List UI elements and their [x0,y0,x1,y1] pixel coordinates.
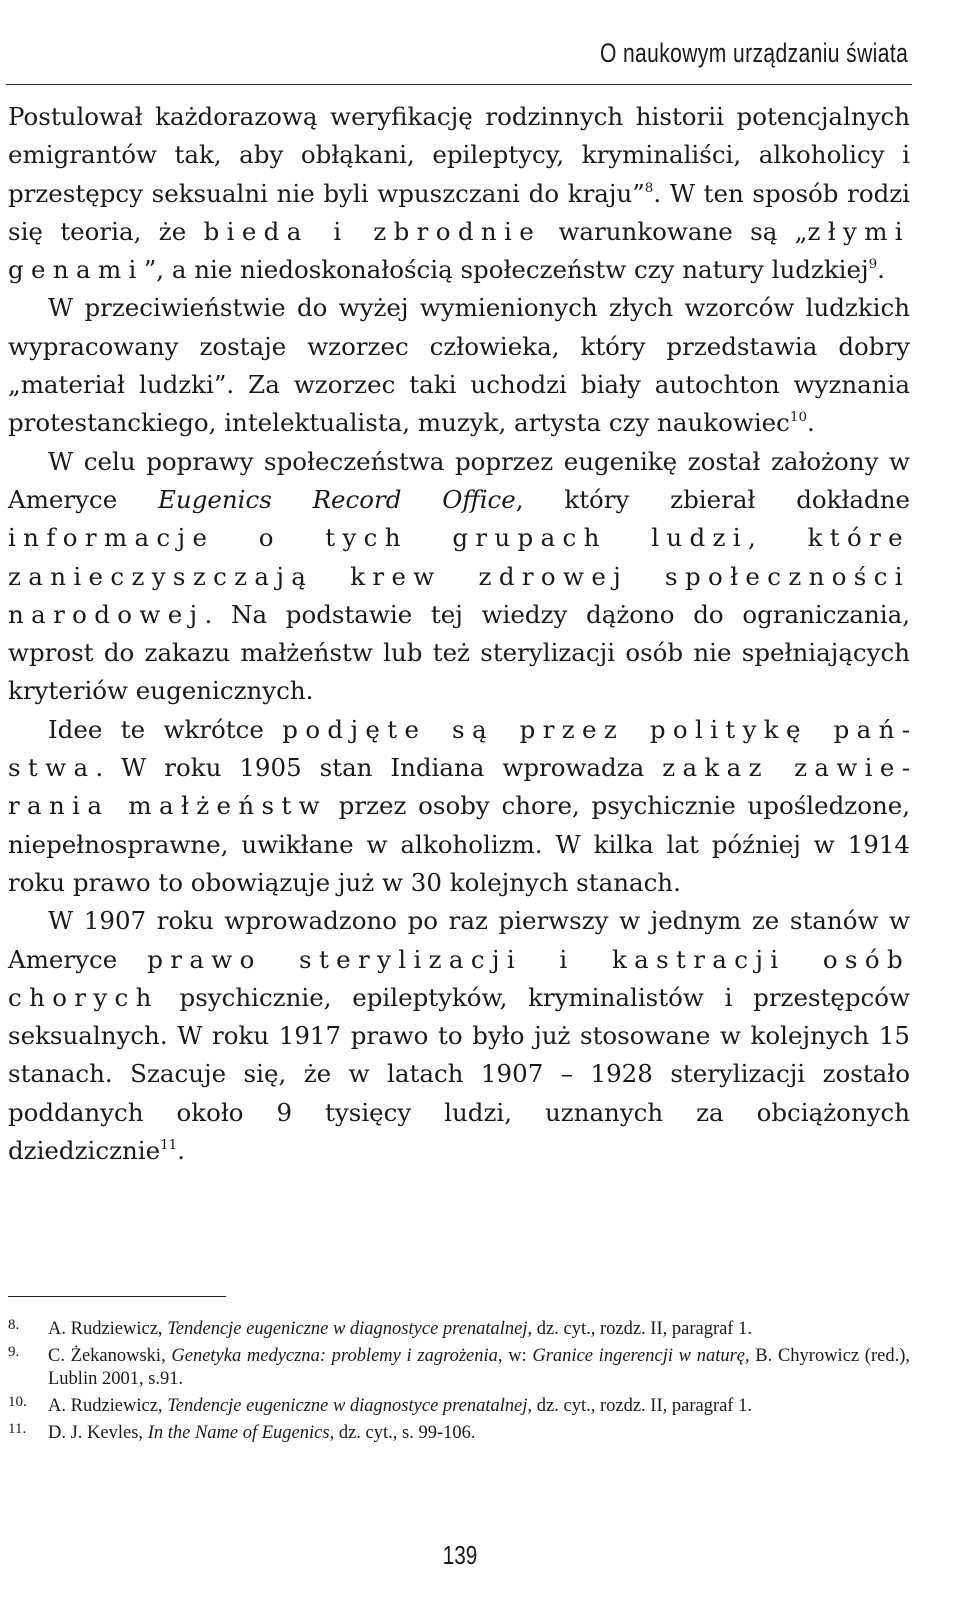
footnote-11 [8,1422,910,1445]
footnote-text: A. Rudziewicz, [48,1396,168,1416]
text-run: przez osoby chore, psychicznie upośledzone, niepełnosprawne, uwikłane w alkoholizm. W kilka lat później w 1914 roku prawo to obowiązuje już w 30 kolejnych stanach. [8,791,911,897]
text-run: Idee te wkrótce [48,714,283,744]
footnote-text: D. J. Kevles, [48,1423,148,1443]
footnote-text: , dz. cyt., rozdz. II, paragraf 1. [527,1319,752,1339]
header-rule [6,84,912,85]
body-text [8,98,910,1170]
spaced-emphasis: złymi genami [8,216,910,285]
footnote-8 [8,1318,910,1341]
footnote-title: Granice ingerencji w naturę [532,1346,745,1366]
paragraph-2 [8,289,910,442]
footnote-ref-11[interactable]: 11 [160,1136,178,1153]
footnotes [8,1318,910,1449]
text-run: Postulował każdorazową weryfikację rodzinnych historii potencjalnych emigrantów tak, aby obłąkani, epileptycy, kryminaliści, alkoholicy i przestępcy seksualni nie byli wpuszczani do kraju” [8,102,910,208]
text-run: , który zbierał dokładne [515,484,910,514]
text-run: . [807,408,815,438]
text-run: . W ten sposób rodzi się teoria, że [8,178,910,246]
footnote-title: In the Name of Eugenics [147,1423,330,1443]
footnote-number: 9. [8,1344,20,1360]
text-run: warunkowane są „ [541,216,808,246]
footnote-text: , dz. cyt., s. 99-106. [329,1423,476,1443]
footnote-ref-10[interactable]: 10 [789,409,808,426]
page-number: 139 [442,1540,478,1570]
text-run: W celu poprawy społeczeństwa poprzez eugenikę został założony w Ameryce [8,446,910,514]
text-run: W 1907 roku wprowadzono po raz pierwszy w jednym ze stanów w Ameryce [8,906,910,974]
footnote-text: , B. Chyrowicz (red.), Lublin 2001, s.91. [48,1346,910,1389]
footnote-ref-9[interactable]: 9 [868,256,878,273]
footnote-title: Tendencje eugeniczne w diagnostyce prenatalnej [167,1396,528,1416]
footnote-10 [8,1395,910,1418]
footnote-ref-8[interactable]: 8 [644,179,654,196]
text-run: . [877,255,885,285]
italic-title: Eugenics Record Office [158,484,516,514]
text-run: ”, a nie niedoskonałością społeczeństw czy natury ludzkiej [143,255,869,285]
footnote-9 [8,1345,910,1391]
footnote-number: 8. [8,1317,20,1333]
spaced-emphasis: bieda i zbrodnie [203,216,542,246]
running-title: O naukowym urządzaniu świata [599,38,908,68]
text-run: . W roku 1905 stan Indiana wprowadza [95,753,663,783]
spaced-emphasis: podjęte są przez politykę państwa [8,714,910,783]
paragraph-1 [8,98,910,289]
text-run: . Na podstawie tej wiedzy dążono do ograniczania, wprost do zakazu małżeństw lub też sterylizacji osób nie spełniających kryteriów eugenicznych. [8,599,910,706]
text-run: psychicznie, epileptyków, kryminalistów i przestępców seksualnych. W roku 1917 prawo to było już stosowane w kolejnych 15 stanach. Szacuje się, że w latach 1907 – 1928 sterylizacji zostało poddanych około 9 tysięcy ludzi, uznanych za obciążonych dziedzicznie [8,982,910,1166]
footnote-title: Genetyka medyczna: problemy i zagrożenia [171,1346,498,1366]
footnote-text: , w: [497,1346,533,1366]
text-run: . [177,1136,186,1166]
footnote-text: , dz. cyt., rozdz. II, paragraf 1. [527,1396,752,1416]
footnote-title: Tendencje eugeniczne w diagnostyce prenatalnej [167,1319,528,1339]
spaced-emphasis: zakaz zawierania małżeństw [8,753,910,821]
paragraph-3 [8,443,910,711]
footnote-number: 11. [8,1421,27,1437]
text-run: W przeciwieństwie do wyżej wymienionych złych wzorców ludzkich wypracowany zostaje wzorzec człowieka, który przedstawia dobry „materiał ludzki”. Za wzorzec taki uchodzi biały autochton wyznania protestanckiego, intelektualista, muzyk, artysta czy naukowiec [8,293,910,438]
footnote-text: C. Żekanowski, [48,1346,172,1366]
footnote-number: 10. [8,1394,27,1410]
paragraph-5 [8,902,910,1170]
paragraph-4 [8,711,910,902]
footnote-text: A. Rudziewicz, [48,1319,168,1339]
spaced-emphasis: prawo sterylizacji i kastracji osób chorych [8,944,910,1012]
spaced-emphasis: informacje o tych grupach ludzi, które zanieczyszczają krew zdrowej społeczności narodowej [8,523,910,629]
footnote-rule [8,1296,226,1297]
